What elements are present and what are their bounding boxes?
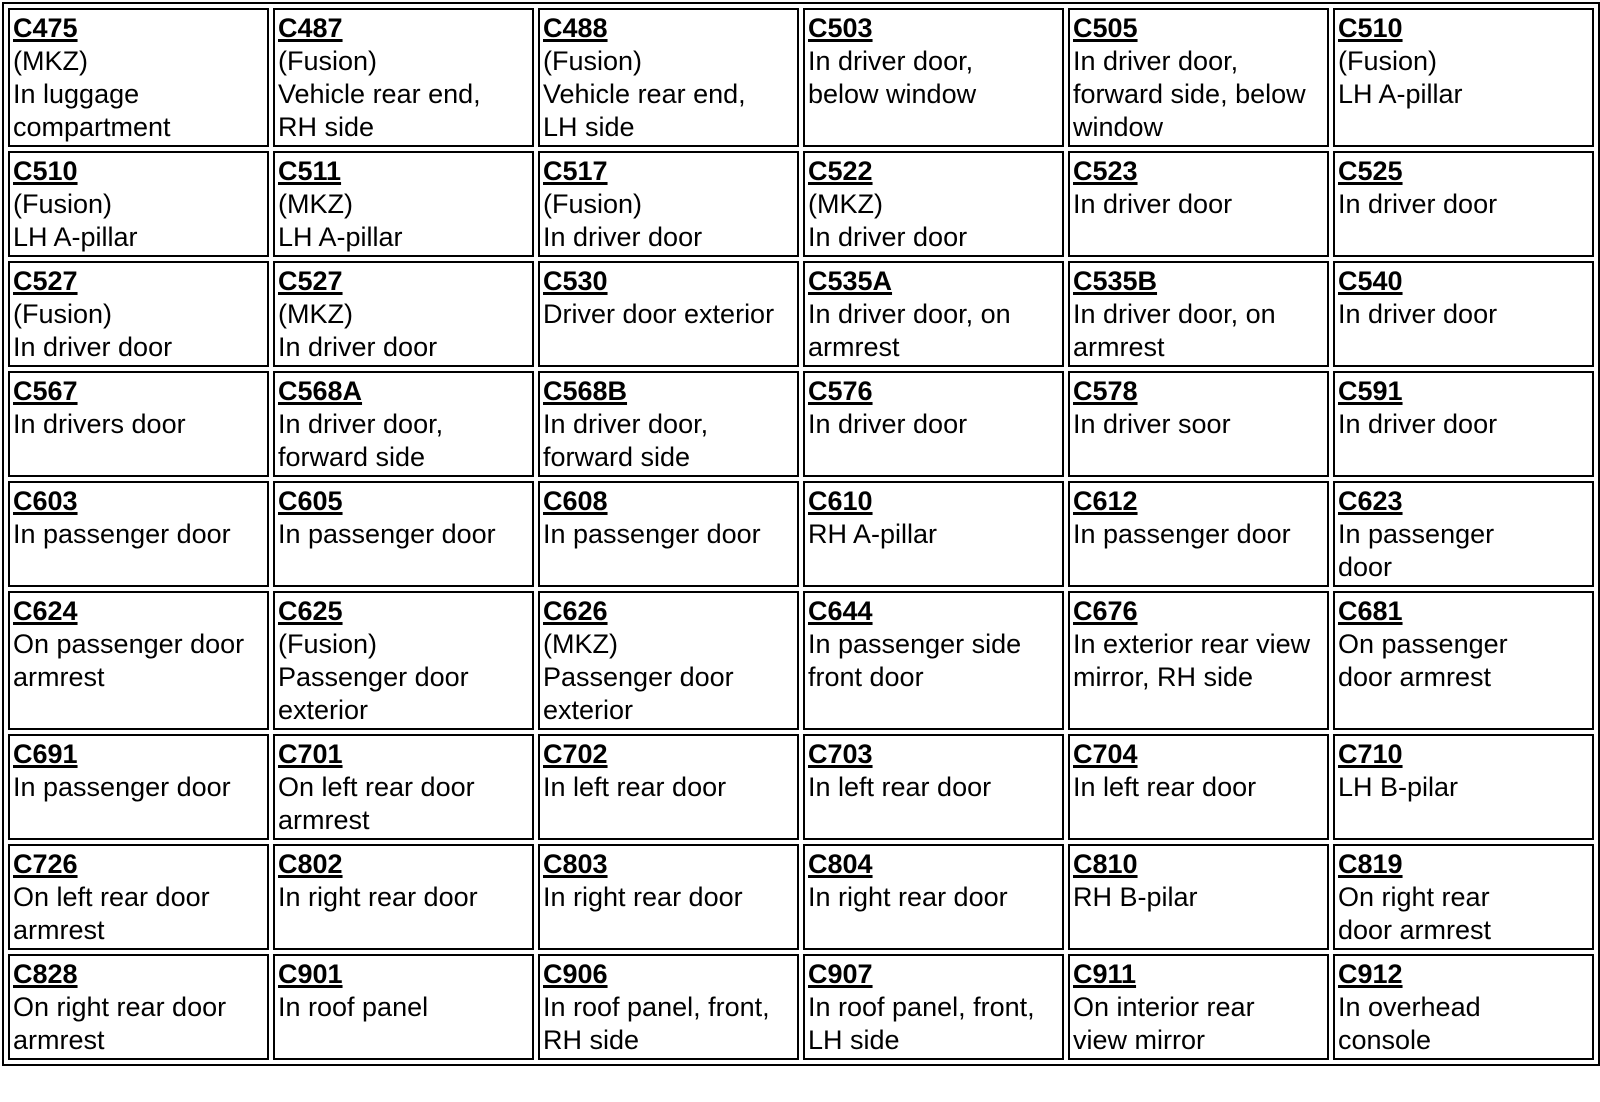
- connector-cell: [803, 481, 1064, 587]
- connector-location-line: window: [1073, 112, 1164, 142]
- connector-location-line: mirror, RH side: [1073, 662, 1254, 692]
- connector-location-line: In right rear door: [278, 882, 478, 912]
- connector-code: C828: [13, 959, 78, 989]
- connector-code: C540: [1338, 266, 1403, 296]
- connector-location-line: On passenger: [1338, 629, 1508, 659]
- connector-location-line: In passenger door: [13, 519, 231, 549]
- connector-cell: [8, 371, 269, 477]
- connector-code: C527: [278, 266, 343, 296]
- table-row: [8, 261, 1594, 367]
- connector-location-line: In right rear door: [808, 882, 1008, 912]
- connector-code: C527: [13, 266, 78, 296]
- connector-cell: [538, 151, 799, 257]
- connector-cell: [8, 8, 269, 147]
- connector-code: C530: [543, 266, 608, 296]
- connector-code: C802: [278, 849, 343, 879]
- connector-location-line: In overhead: [1338, 992, 1481, 1022]
- connector-cell: [538, 591, 799, 730]
- connector-location-line: (Fusion): [543, 46, 643, 76]
- connector-code: C608: [543, 486, 608, 516]
- connector-location-line: LH A-pillar: [13, 222, 138, 252]
- connector-location-line: In driver door,: [543, 409, 709, 439]
- connector-code: C803: [543, 849, 608, 879]
- connector-location-line: LH A-pillar: [278, 222, 403, 252]
- connector-location-line: RH side: [543, 1025, 640, 1055]
- connector-cell: [1333, 954, 1594, 1060]
- connector-location-line: (Fusion): [543, 189, 643, 219]
- connector-cell: [273, 151, 534, 257]
- connector-cell: [538, 8, 799, 147]
- connector-cell: [538, 371, 799, 477]
- connector-location-line: In left rear door: [1073, 772, 1257, 802]
- connector-location-line: In driver door: [278, 332, 438, 362]
- connector-cell: [8, 481, 269, 587]
- connector-location-table: [2, 2, 1600, 1066]
- connector-code: C523: [1073, 156, 1138, 186]
- connector-location-line: armrest: [13, 915, 105, 945]
- connector-cell: [538, 954, 799, 1060]
- connector-code: C525: [1338, 156, 1403, 186]
- connector-location-line: In roof panel, front,: [543, 992, 770, 1022]
- connector-location-line: exterior: [278, 695, 369, 725]
- connector-cell: [273, 734, 534, 840]
- connector-code: C676: [1073, 596, 1138, 626]
- connector-cell: [1068, 151, 1329, 257]
- connector-cell: [273, 844, 534, 950]
- connector-location-line: In driver door: [808, 409, 968, 439]
- connector-code: C681: [1338, 596, 1403, 626]
- connector-location-line: On left rear door: [278, 772, 475, 802]
- table-row: [8, 481, 1594, 587]
- connector-code: C576: [808, 376, 873, 406]
- connector-location-line: compartment: [13, 112, 171, 142]
- connector-code: C726: [13, 849, 78, 879]
- connector-cell: [273, 954, 534, 1060]
- connector-cell: [1333, 734, 1594, 840]
- connector-cell: [803, 151, 1064, 257]
- connector-location-line: In driver door: [1073, 189, 1233, 219]
- connector-code: C901: [278, 959, 343, 989]
- connector-cell: [8, 734, 269, 840]
- connector-location-line: In driver door,: [808, 46, 974, 76]
- table-body: [8, 8, 1594, 1060]
- connector-location-line: On right rear door: [13, 992, 227, 1022]
- connector-location-line: armrest: [808, 332, 900, 362]
- connector-location-line: below window: [808, 79, 977, 109]
- connector-cell: [803, 8, 1064, 147]
- connector-location-line: In passenger side: [808, 629, 1022, 659]
- connector-cell: [1333, 481, 1594, 587]
- connector-location-line: LH A-pillar: [1338, 79, 1463, 109]
- connector-location-line: In passenger door: [543, 519, 761, 549]
- connector-code: C906: [543, 959, 608, 989]
- connector-code: C535B: [1073, 266, 1158, 296]
- connector-cell: [273, 481, 534, 587]
- connector-location-line: In left rear door: [543, 772, 727, 802]
- connector-location-line: armrest: [13, 1025, 105, 1055]
- connector-code: C626: [543, 596, 608, 626]
- connector-cell: [1068, 261, 1329, 367]
- connector-location-line: exterior: [543, 695, 634, 725]
- connector-cell: [1333, 151, 1594, 257]
- connector-cell: [803, 844, 1064, 950]
- connector-code: C691: [13, 739, 78, 769]
- connector-location-line: (MKZ): [278, 299, 353, 329]
- connector-cell: [273, 371, 534, 477]
- connector-code: C625: [278, 596, 343, 626]
- connector-location-line: In driver door: [808, 222, 968, 252]
- connector-code: C605: [278, 486, 343, 516]
- connector-location-line: forward side, below: [1073, 79, 1306, 109]
- connector-cell: [1333, 371, 1594, 477]
- connector-location-line: In passenger: [1338, 519, 1495, 549]
- connector-location-line: (MKZ): [13, 46, 88, 76]
- connector-location-line: Passenger door: [278, 662, 469, 692]
- connector-location-line: LH side: [808, 1025, 900, 1055]
- connector-location-line: In drivers door: [13, 409, 186, 439]
- connector-cell: [8, 591, 269, 730]
- connector-code: C704: [1073, 739, 1138, 769]
- connector-location-line: In driver door: [1338, 299, 1498, 329]
- connector-location-line: In passenger door: [13, 772, 231, 802]
- connector-location-line: front door: [808, 662, 924, 692]
- connector-cell: [273, 591, 534, 730]
- connector-code: C907: [808, 959, 873, 989]
- connector-location-line: console: [1338, 1025, 1432, 1055]
- connector-cell: [273, 261, 534, 367]
- connector-cell: [538, 261, 799, 367]
- connector-location-line: In driver door: [543, 222, 703, 252]
- connector-location-line: Driver door exterior: [543, 299, 775, 329]
- connector-location-line: In driver door: [1338, 409, 1498, 439]
- table-row: [8, 371, 1594, 477]
- connector-location-line: (Fusion): [13, 299, 113, 329]
- connector-cell: [1068, 591, 1329, 730]
- connector-location-line: (Fusion): [1338, 46, 1438, 76]
- connector-code: C567: [13, 376, 78, 406]
- connector-location-line: In driver door, on: [808, 299, 1011, 329]
- connector-code: C612: [1073, 486, 1138, 516]
- connector-location-line: In driver door,: [1073, 46, 1239, 76]
- connector-code: C522: [808, 156, 873, 186]
- connector-location-line: (MKZ): [543, 629, 618, 659]
- connector-location-line: In left rear door: [808, 772, 992, 802]
- connector-location-line: (Fusion): [278, 46, 378, 76]
- connector-location-line: On passenger door: [13, 629, 245, 659]
- connector-cell: [1068, 8, 1329, 147]
- connector-cell: [8, 844, 269, 950]
- table-row: [8, 591, 1594, 730]
- connector-code: C475: [13, 13, 78, 43]
- connector-location-line: door armrest: [1338, 915, 1492, 945]
- connector-code: C702: [543, 739, 608, 769]
- connector-code: C603: [13, 486, 78, 516]
- connector-code: C912: [1338, 959, 1403, 989]
- connector-cell: [803, 371, 1064, 477]
- connector-location-line: In driver door: [13, 332, 173, 362]
- connector-location-line: On right rear: [1338, 882, 1490, 912]
- connector-cell: [1333, 261, 1594, 367]
- connector-code: C578: [1073, 376, 1138, 406]
- connector-location-line: In exterior rear view: [1073, 629, 1311, 659]
- connector-location-line: In roof panel, front,: [808, 992, 1035, 1022]
- connector-cell: [8, 261, 269, 367]
- connector-code: C510: [13, 156, 78, 186]
- connector-code: C810: [1073, 849, 1138, 879]
- table-row: [8, 151, 1594, 257]
- connector-location-line: In passenger door: [1073, 519, 1291, 549]
- connector-cell: [1333, 8, 1594, 147]
- connector-code: C517: [543, 156, 608, 186]
- connector-code: C591: [1338, 376, 1403, 406]
- connector-location-line: On left rear door: [13, 882, 210, 912]
- connector-location-line: In passenger door: [278, 519, 496, 549]
- connector-cell: [538, 734, 799, 840]
- connector-cell: [1068, 371, 1329, 477]
- connector-location-line: (MKZ): [278, 189, 353, 219]
- connector-code: C644: [808, 596, 873, 626]
- connector-code: C610: [808, 486, 873, 516]
- connector-cell: [1333, 591, 1594, 730]
- table-row: [8, 8, 1594, 147]
- connector-location-line: In driver door,: [278, 409, 444, 439]
- connector-code: C623: [1338, 486, 1403, 516]
- connector-code: C819: [1338, 849, 1403, 879]
- connector-code: C568B: [543, 376, 628, 406]
- connector-cell: [1068, 481, 1329, 587]
- connector-location-line: In driver soor: [1073, 409, 1231, 439]
- connector-location-line: In luggage: [13, 79, 140, 109]
- connector-code: C503: [808, 13, 873, 43]
- connector-cell: [8, 151, 269, 257]
- connector-location-line: (Fusion): [278, 629, 378, 659]
- connector-cell: [803, 591, 1064, 730]
- connector-code: C703: [808, 739, 873, 769]
- connector-location-line: Passenger door: [543, 662, 734, 692]
- connector-location-line: RH side: [278, 112, 375, 142]
- connector-cell: [8, 954, 269, 1060]
- connector-cell: [538, 844, 799, 950]
- connector-code: C624: [13, 596, 78, 626]
- connector-cell: [1068, 844, 1329, 950]
- connector-code: C511: [278, 156, 342, 186]
- table-row: [8, 734, 1594, 840]
- connector-code: C488: [543, 13, 608, 43]
- connector-location-line: In roof panel: [278, 992, 429, 1022]
- connector-location-line: armrest: [278, 805, 370, 835]
- connector-location-line: In driver door: [1338, 189, 1498, 219]
- table-row: [8, 844, 1594, 950]
- connector-location-line: RH A-pillar: [808, 519, 938, 549]
- connector-cell: [1068, 734, 1329, 840]
- connector-code: C911: [1073, 959, 1137, 989]
- connector-cell: [803, 954, 1064, 1060]
- connector-location-line: door: [1338, 552, 1393, 582]
- connector-location-line: LH B-pilar: [1338, 772, 1459, 802]
- table-row: [8, 954, 1594, 1060]
- connector-cell: [538, 481, 799, 587]
- connector-code: C710: [1338, 739, 1403, 769]
- connector-cell: [1333, 844, 1594, 950]
- connector-code: C535A: [808, 266, 893, 296]
- connector-code: C487: [278, 13, 343, 43]
- connector-location-line: RH B-pilar: [1073, 882, 1198, 912]
- connector-code: C804: [808, 849, 873, 879]
- connector-code: C568A: [278, 376, 363, 406]
- connector-cell: [1068, 954, 1329, 1060]
- connector-location-line: door armrest: [1338, 662, 1492, 692]
- connector-location-line: (MKZ): [808, 189, 883, 219]
- connector-location-line: Vehicle rear end,: [543, 79, 746, 109]
- connector-cell: [803, 734, 1064, 840]
- connector-code: C701: [278, 739, 343, 769]
- connector-location-line: forward side: [543, 442, 691, 472]
- connector-cell: [803, 261, 1064, 367]
- connector-location-line: forward side: [278, 442, 426, 472]
- connector-location-line: Vehicle rear end,: [278, 79, 481, 109]
- connector-location-line: armrest: [13, 662, 105, 692]
- connector-location-line: LH side: [543, 112, 635, 142]
- connector-location-line: (Fusion): [13, 189, 113, 219]
- connector-cell: [273, 8, 534, 147]
- connector-code: C505: [1073, 13, 1138, 43]
- connector-location-line: view mirror: [1073, 1025, 1205, 1055]
- connector-location-line: In right rear door: [543, 882, 743, 912]
- connector-location-line: armrest: [1073, 332, 1165, 362]
- connector-location-line: On interior rear: [1073, 992, 1255, 1022]
- connector-location-line: In driver door, on: [1073, 299, 1276, 329]
- connector-code: C510: [1338, 13, 1403, 43]
